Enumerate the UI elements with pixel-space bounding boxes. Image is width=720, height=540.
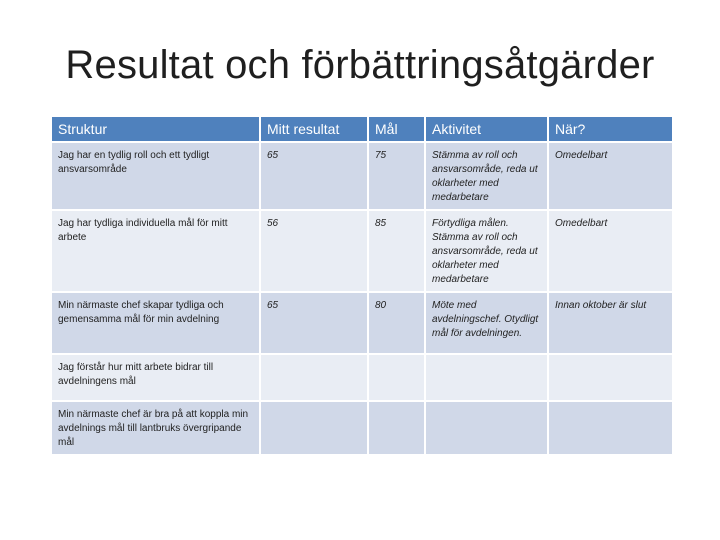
table-row bbox=[51, 292, 673, 354]
header-mal: Mål bbox=[368, 116, 425, 142]
table-row bbox=[51, 210, 673, 292]
header-struktur: Struktur bbox=[51, 116, 260, 142]
cell-resultat bbox=[260, 354, 368, 401]
cell-nar bbox=[548, 354, 673, 401]
cell-resultat bbox=[260, 401, 368, 455]
cell-struktur: Jag har tydliga individuella mål för mitt arbete bbox=[51, 210, 260, 292]
table-row bbox=[51, 401, 673, 455]
table-row bbox=[51, 354, 673, 401]
cell-mal: 75 bbox=[368, 142, 425, 210]
header-aktivitet: Aktivitet bbox=[425, 116, 548, 142]
cell-nar: Innan oktober är slut bbox=[548, 292, 673, 354]
cell-resultat: 65 bbox=[260, 292, 368, 354]
cell-resultat: 56 bbox=[260, 210, 368, 292]
cell-struktur: Jag förstår hur mitt arbete bidrar till avdelningens mål bbox=[51, 354, 260, 401]
results-table bbox=[50, 115, 674, 456]
cell-mal bbox=[368, 401, 425, 455]
cell-struktur: Jag har en tydlig roll och ett tydligt ansvarsområde bbox=[51, 142, 260, 210]
cell-mal: 80 bbox=[368, 292, 425, 354]
cell-struktur: Min närmaste chef är bra på att koppla min avdelnings mål till lantbruks övergripande mål bbox=[51, 401, 260, 455]
table-header-row bbox=[51, 116, 673, 142]
cell-aktivitet: Möte med avdelningschef. Otydligt mål för avdelningen. bbox=[425, 292, 548, 354]
cell-nar: Omedelbart bbox=[548, 142, 673, 210]
cell-aktivitet: Stämma av roll och ansvarsområde, reda ut oklarheter med medarbetare bbox=[425, 142, 548, 210]
table-row bbox=[51, 142, 673, 210]
cell-struktur: Min närmaste chef skapar tydliga och gemensamma mål för min avdelning bbox=[51, 292, 260, 354]
header-nar: När? bbox=[548, 116, 673, 142]
cell-mal bbox=[368, 354, 425, 401]
cell-nar: Omedelbart bbox=[548, 210, 673, 292]
slide-title: Resultat och förbättringsåtgärder bbox=[65, 43, 655, 87]
cell-mal: 85 bbox=[368, 210, 425, 292]
cell-nar bbox=[548, 401, 673, 455]
header-mitt-resultat: Mitt resultat bbox=[260, 116, 368, 142]
cell-aktivitet bbox=[425, 354, 548, 401]
cell-resultat: 65 bbox=[260, 142, 368, 210]
cell-aktivitet: Förtydliga målen. Stämma av roll och ansvarsområde, reda ut oklarheter med medarbetare bbox=[425, 210, 548, 292]
cell-aktivitet bbox=[425, 401, 548, 455]
